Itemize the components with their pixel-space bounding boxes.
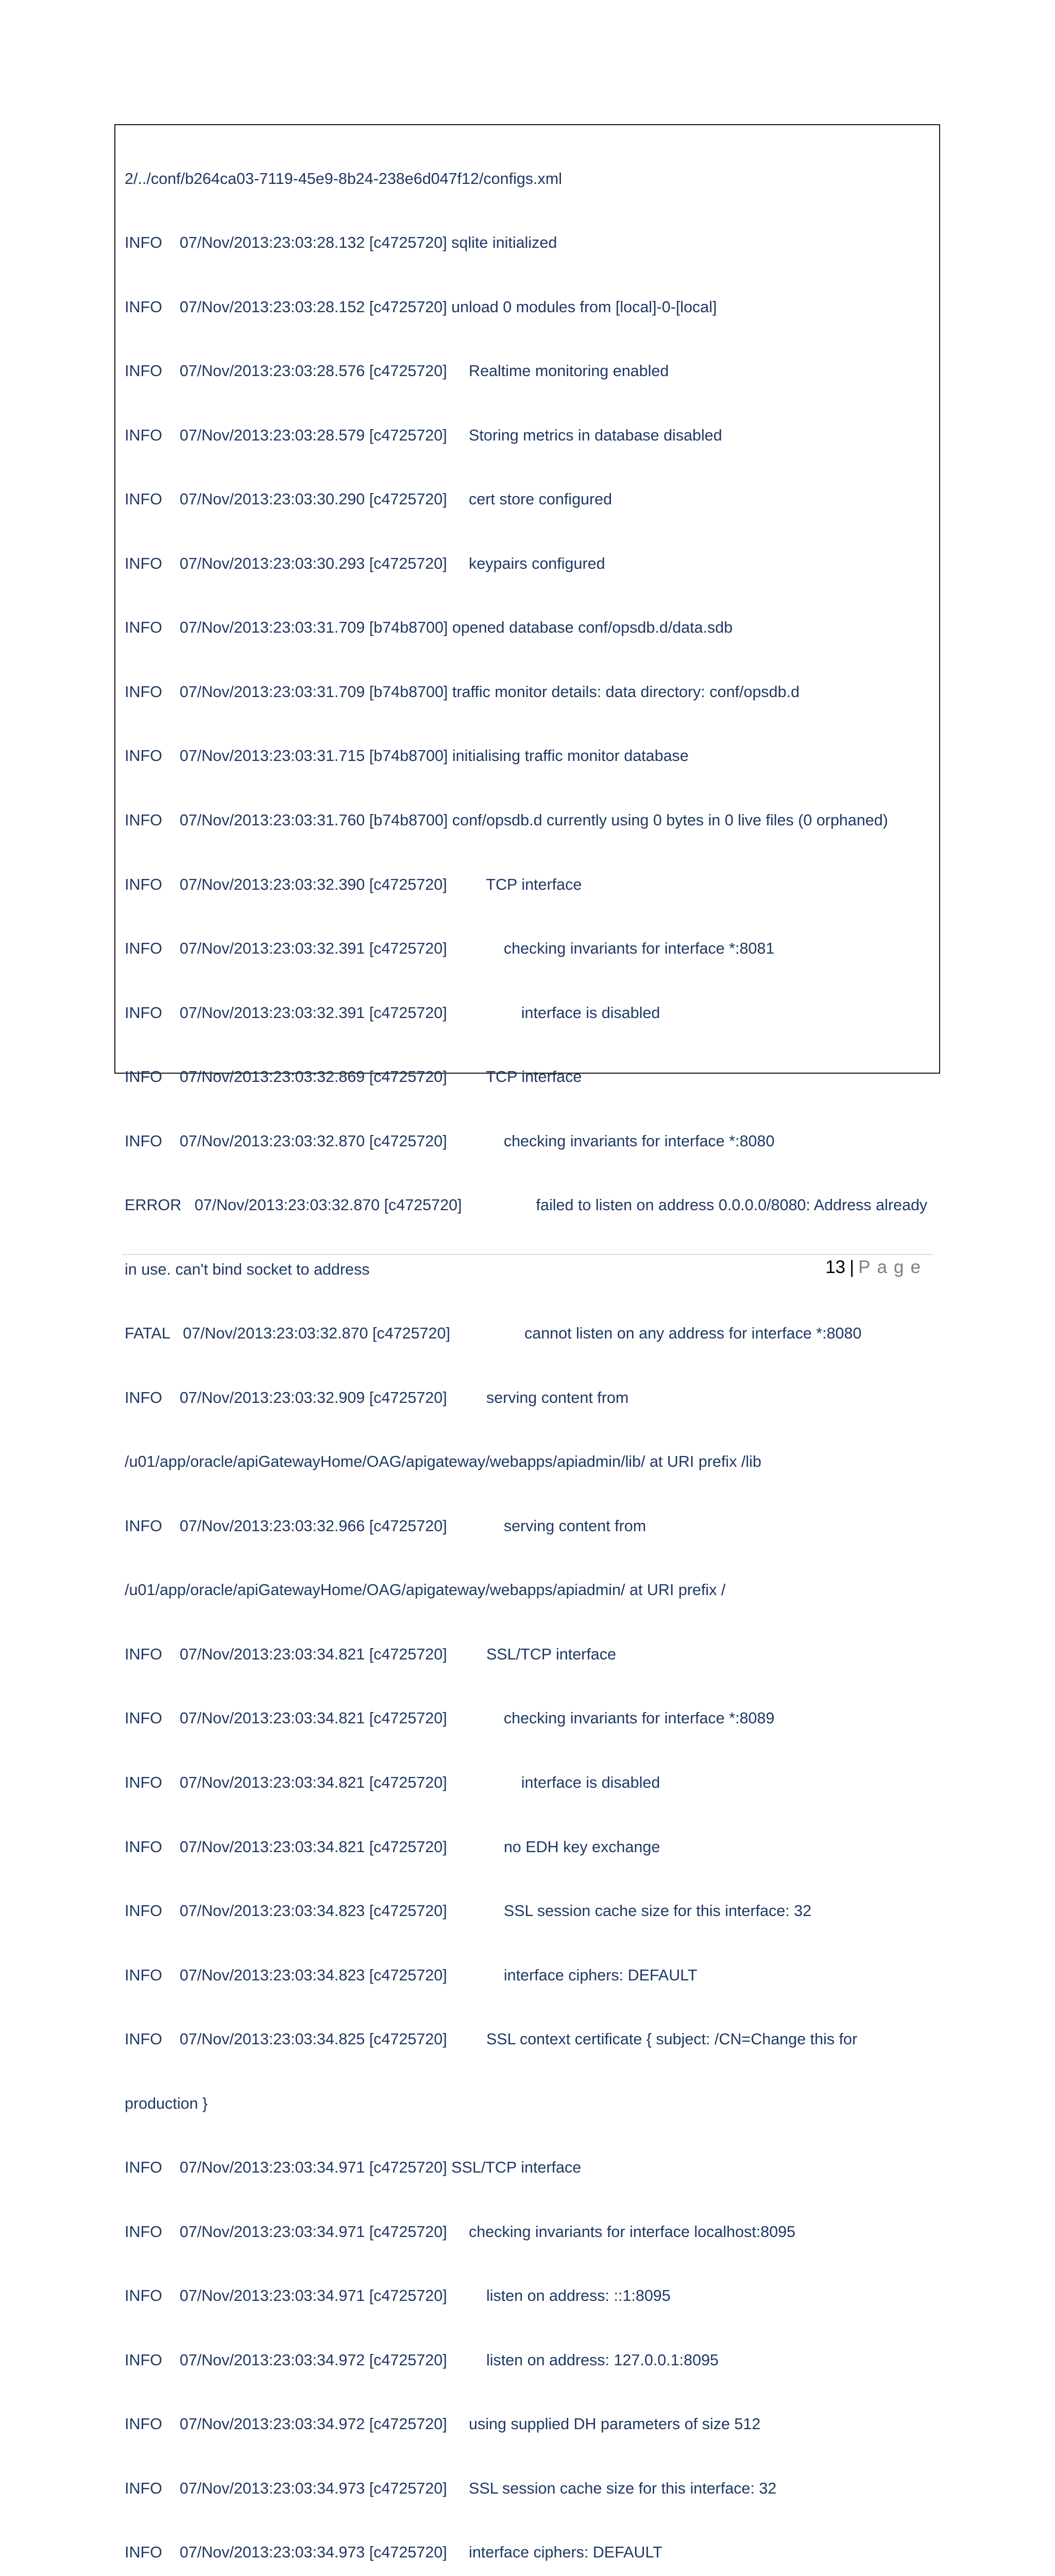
log-line: INFO 07/Nov/2013:23:03:34.823 [c4725720] SSL session cache size for this interface: 32 <box>125 1902 812 1920</box>
log-line: INFO 07/Nov/2013:23:03:34.825 [c4725720] SSL context certificate { subject: /CN=Change this for <box>125 2030 858 2048</box>
log-line: INFO 07/Nov/2013:23:03:34.973 [c4725720] interface ciphers: DEFAULT <box>125 2544 662 2562</box>
log-line: INFO 07/Nov/2013:23:03:34.971 [c4725720] checking invariants for interface localhost:8095 <box>125 2223 796 2241</box>
log-line: INFO 07/Nov/2013:23:03:34.821 [c4725720] no EDH key exchange <box>125 1838 660 1856</box>
footer-separator: | <box>849 1257 855 1277</box>
log-line: INFO 07/Nov/2013:23:03:34.971 [c4725720] listen on address: ::1:8095 <box>125 2287 671 2305</box>
log-line: INFO 07/Nov/2013:23:03:30.290 [c4725720] cert store configured <box>125 490 612 509</box>
log-line: INFO 07/Nov/2013:23:03:34.821 [c4725720] checking invariants for interface *:8089 <box>125 1709 775 1727</box>
log-line: INFO 07/Nov/2013:23:03:32.391 [c4725720] interface is disabled <box>125 1004 660 1022</box>
log-line: INFO 07/Nov/2013:23:03:32.966 [c4725720] serving content from <box>125 1517 646 1535</box>
log-line: INFO 07/Nov/2013:23:03:32.909 [c4725720] serving content from <box>125 1388 629 1406</box>
log-line: production } <box>125 2094 208 2112</box>
log-line: INFO 07/Nov/2013:23:03:28.132 [c4725720] sqlite initialized <box>125 234 557 252</box>
log-line: INFO 07/Nov/2013:23:03:34.821 [c4725720] SSL/TCP interface <box>125 1645 616 1663</box>
log-line: INFO 07/Nov/2013:23:03:32.869 [c4725720] TCP interface <box>125 1068 582 1086</box>
log-line: INFO 07/Nov/2013:23:03:31.709 [b74b8700] traffic monitor details: data directory: conf/opsdb.d <box>125 683 800 701</box>
log-line: INFO 07/Nov/2013:23:03:34.972 [c4725720] using supplied DH parameters of size 512 <box>125 2415 761 2433</box>
log-line: ERROR 07/Nov/2013:23:03:32.870 [c4725720] failed to listen on address 0.0.0.0/8080: Address already <box>125 1196 928 1214</box>
log-line: 2/../conf/b264ca03-7119-45e9-8b24-238e6d047f12/configs.xml <box>125 170 562 188</box>
log-line: INFO 07/Nov/2013:23:03:34.821 [c4725720] interface is disabled <box>125 1773 660 1791</box>
log-line: INFO 07/Nov/2013:23:03:32.390 [c4725720] TCP interface <box>125 875 582 893</box>
log-line: INFO 07/Nov/2013:23:03:32.870 [c4725720] checking invariants for interface *:8080 <box>125 1132 775 1150</box>
log-line: FATAL 07/Nov/2013:23:03:32.870 [c4725720] cannot listen on any address for interface *:8080 <box>125 1325 862 1343</box>
log-line: INFO 07/Nov/2013:23:03:34.973 [c4725720] SSL session cache size for this interface: 32 <box>125 2479 777 2497</box>
log-line: INFO 07/Nov/2013:23:03:34.972 [c4725720] listen on address: 127.0.0.1:8095 <box>125 2351 719 2369</box>
log-line: INFO 07/Nov/2013:23:03:31.709 [b74b8700] opened database conf/opsdb.d/data.sdb <box>125 619 733 637</box>
log-line: INFO 07/Nov/2013:23:03:31.760 [b74b8700] conf/opsdb.d currently using 0 bytes in 0 live files (0 orphaned) <box>125 811 888 829</box>
log-line: INFO 07/Nov/2013:23:03:30.293 [c4725720] keypairs configured <box>125 554 605 572</box>
page-word: Page <box>858 1257 927 1277</box>
log-line: /u01/app/oracle/apiGatewayHome/OAG/apigateway/webapps/apiadmin/lib/ at URI prefix /lib <box>125 1453 761 1471</box>
log-line: INFO 07/Nov/2013:23:03:28.576 [c4725720] Realtime monitoring enabled <box>125 362 669 380</box>
page-number: 13 <box>825 1257 846 1277</box>
log-line: INFO 07/Nov/2013:23:03:34.971 [c4725720] SSL/TCP interface <box>125 2159 582 2177</box>
page-footer <box>825 1257 927 1278</box>
footer-divider <box>122 1254 932 1255</box>
log-line: INFO 07/Nov/2013:23:03:28.579 [c4725720] Storing metrics in database disabled <box>125 426 722 444</box>
log-line: /u01/app/oracle/apiGatewayHome/OAG/apigateway/webapps/apiadmin/ at URI prefix / <box>125 1581 726 1599</box>
log-line: INFO 07/Nov/2013:23:03:28.152 [c4725720] unload 0 modules from [local]-0-[local] <box>125 298 717 316</box>
log-line: INFO 07/Nov/2013:23:03:34.823 [c4725720] interface ciphers: DEFAULT <box>125 1966 697 1984</box>
log-line: INFO 07/Nov/2013:23:03:31.715 [b74b8700] initialising traffic monitor database <box>125 747 689 765</box>
log-line: INFO 07/Nov/2013:23:03:32.391 [c4725720] checking invariants for interface *:8081 <box>125 940 775 958</box>
log-line: in use. can't bind socket to address <box>125 1260 370 1278</box>
